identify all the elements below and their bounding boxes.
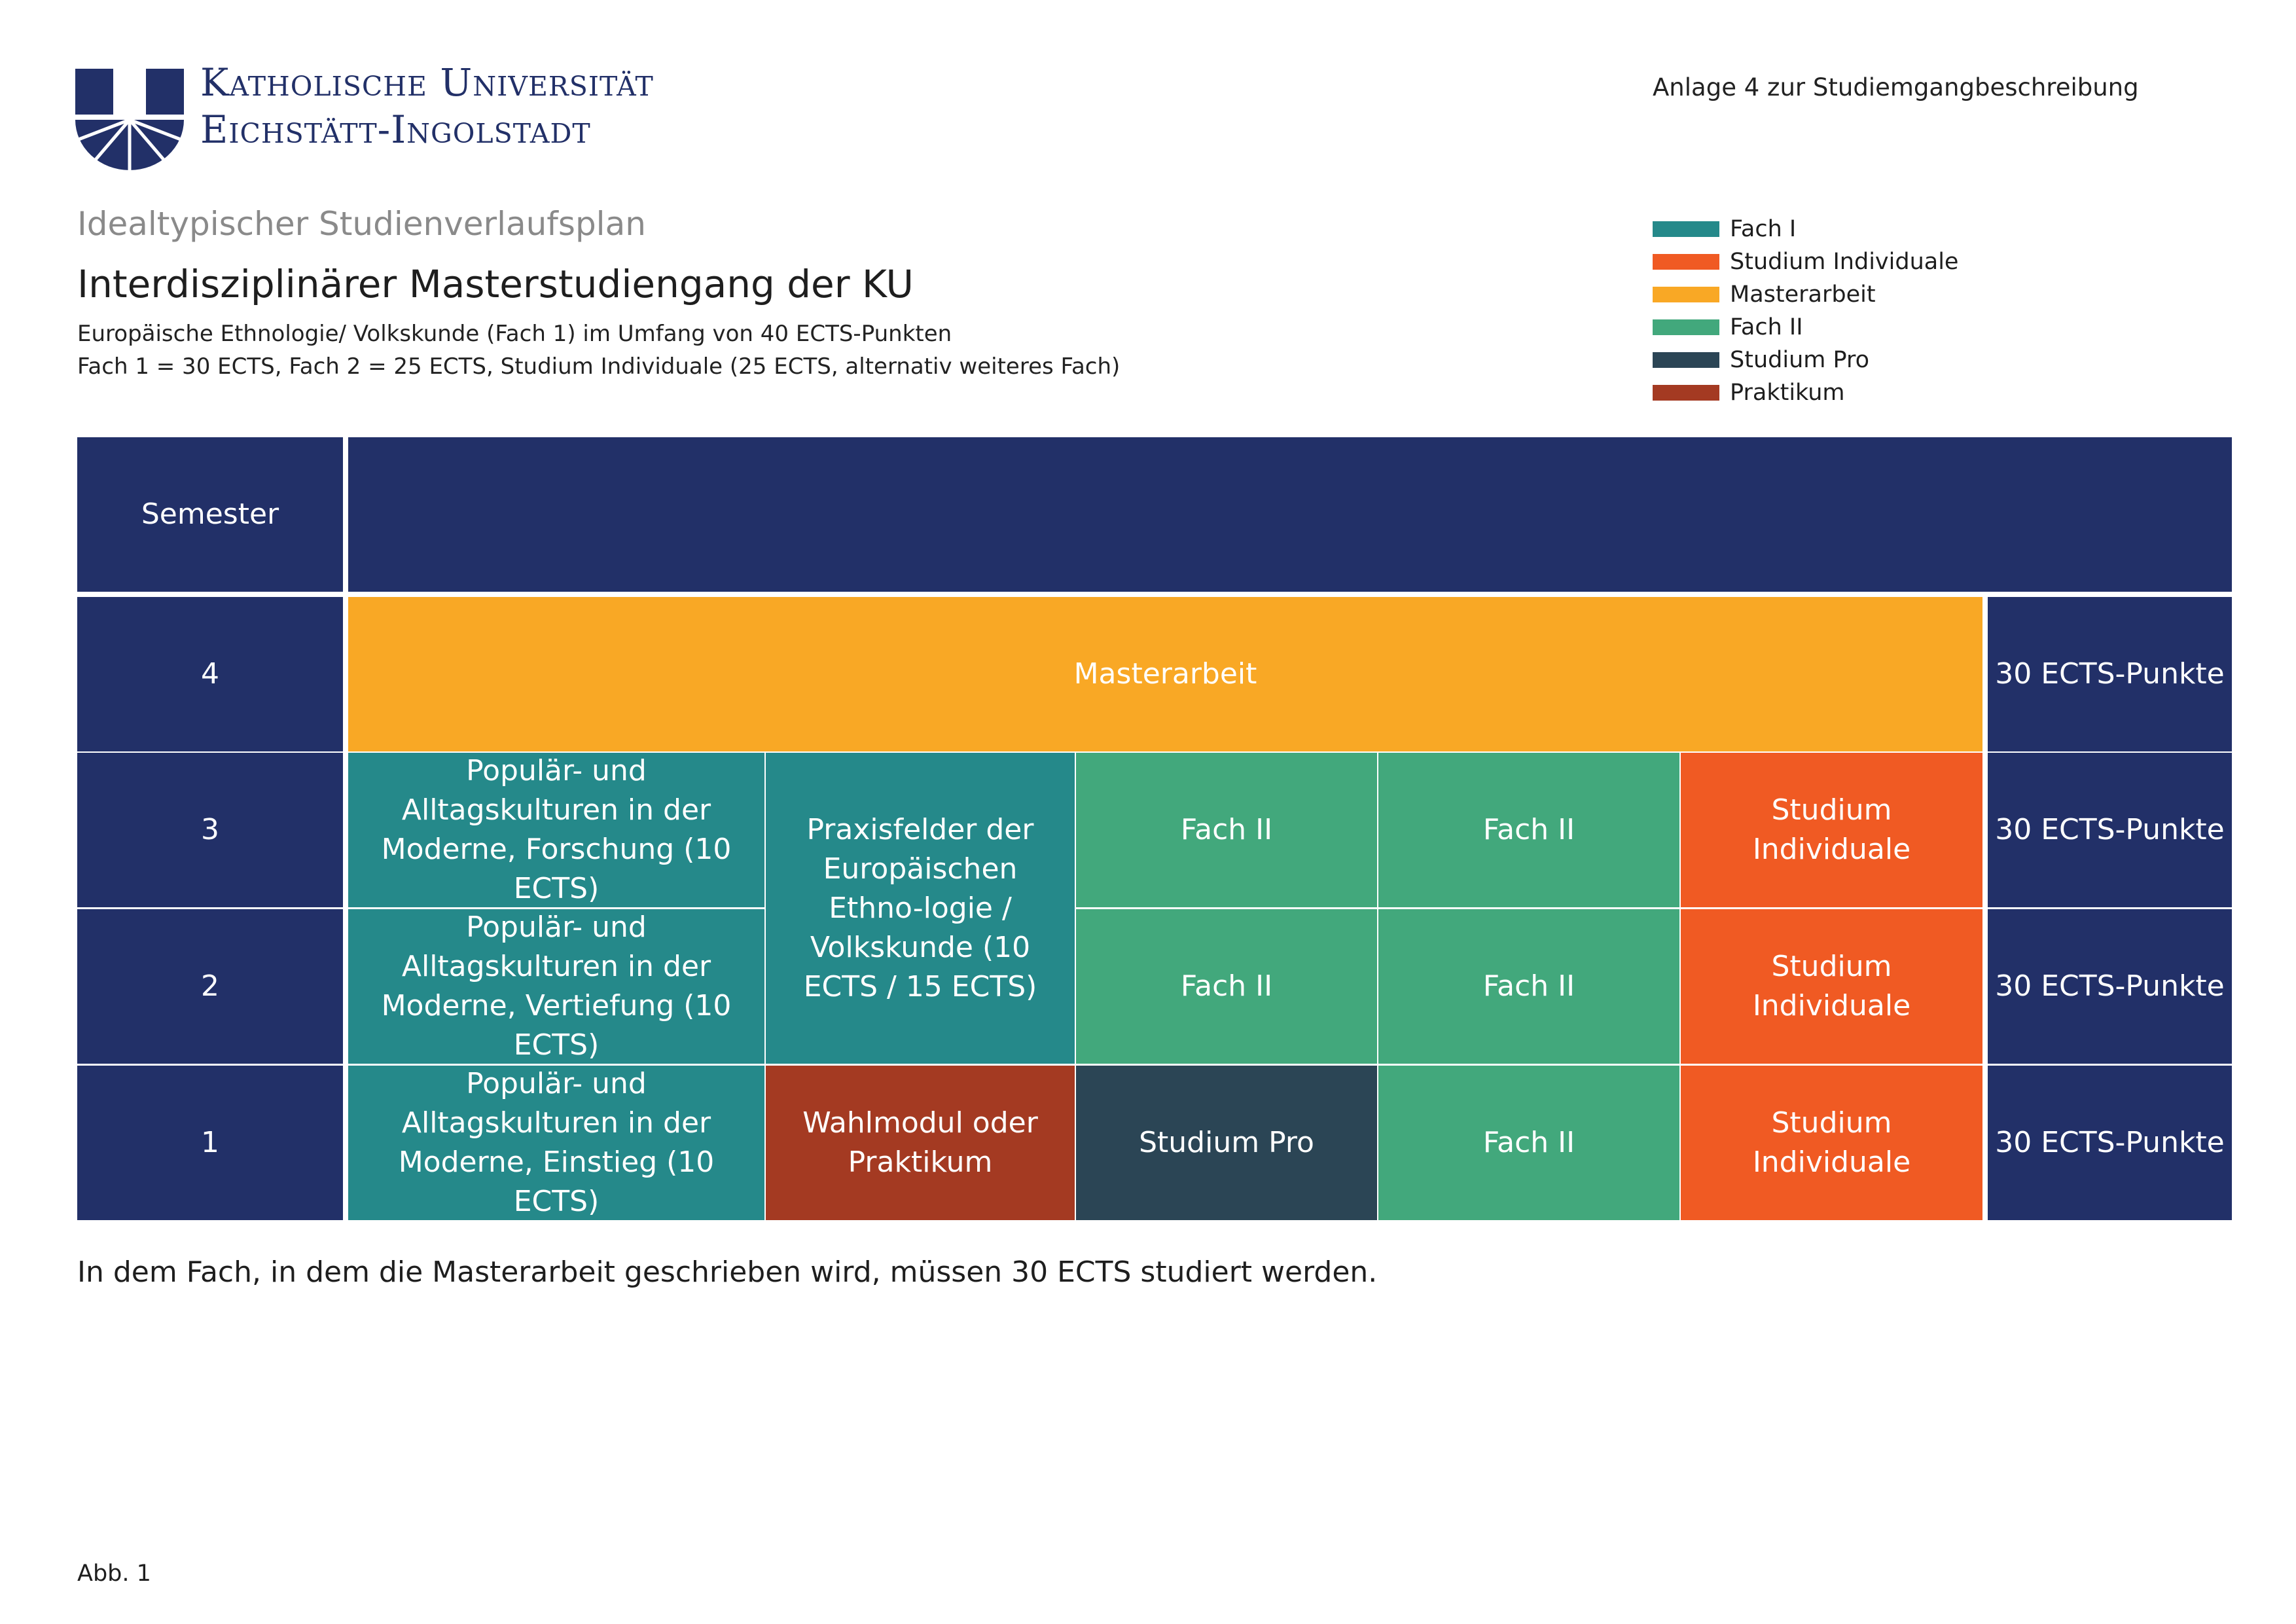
semester-label-3: 3	[77, 753, 343, 907]
legend-item-studium-individuale	[1653, 245, 1958, 278]
document-title: Interdisziplinärer Masterstudiengang der KU	[77, 262, 914, 306]
masterarbeit-block: Masterarbeit	[348, 597, 1982, 751]
university-name-line1: Katholische Universität	[200, 60, 654, 105]
fach1-semester2-module: Populär- und Alltagskulturen in der Moderne, Vertiefung (10 ECTS)	[348, 909, 764, 1064]
ects-semester3: 30 ECTS-Punkte	[1988, 753, 2232, 907]
legend-swatch	[1653, 319, 1719, 335]
fach2-semester2-a: Fach II	[1076, 909, 1377, 1064]
legend-label: Fach II	[1730, 314, 1803, 340]
fach2-semester3-a: Fach II	[1076, 753, 1377, 907]
legend-item-studium-pro	[1653, 344, 1958, 376]
legend-swatch	[1653, 352, 1719, 368]
legend-swatch	[1653, 287, 1719, 302]
semester-header: Semester	[77, 437, 343, 592]
fach2-semester2-b: Fach II	[1378, 909, 1679, 1064]
program-description-line1: Europäische Ethnologie/ Volkskunde (Fach 1) im Umfang von 40 ECTS-Punkten	[77, 321, 952, 347]
legend-label: Praktikum	[1730, 380, 1845, 406]
semester-label-1: 1	[77, 1066, 343, 1220]
legend-item-fach2	[1653, 311, 1958, 344]
fach2-semester3-b: Fach II	[1378, 753, 1679, 907]
legend-item-fach1	[1653, 213, 1958, 245]
studium-pro-module: Studium Pro	[1076, 1066, 1377, 1220]
ects-semester4: 30 ECTS-Punkte	[1988, 597, 2232, 751]
legend-label: Studium Individuale	[1730, 249, 1959, 275]
university-logo	[75, 69, 184, 170]
legend-item-masterarbeit	[1653, 278, 1958, 311]
figure-label: Abb. 1	[77, 1561, 151, 1587]
color-legend	[1653, 213, 1958, 409]
legend-swatch	[1653, 221, 1719, 237]
footnote: In dem Fach, in dem die Masterarbeit geschrieben wird, müssen 30 ECTS studiert werden.	[77, 1255, 1378, 1289]
legend-label: Studium Pro	[1730, 347, 1869, 373]
fach2-semester1-b: Fach II	[1378, 1066, 1679, 1220]
legend-label: Fach I	[1730, 216, 1797, 242]
legend-label: Masterarbeit	[1730, 281, 1876, 308]
wahlmodul-praktikum-module: Wahlmodul oder Praktikum	[766, 1066, 1075, 1220]
program-description-line2: Fach 1 = 30 ECTS, Fach 2 = 25 ECTS, Studium Individuale (25 ECTS, alternativ weiteres Fach)	[77, 353, 1121, 380]
semester-label-4: 4	[77, 597, 343, 751]
semester-label-2: 2	[77, 909, 343, 1064]
attachment-note: Anlage 4 zur Studiemgangbeschreibung	[1653, 73, 2139, 101]
university-name	[200, 59, 654, 153]
fach1-semester1-module: Populär- und Alltagskulturen in der Moderne, Einstieg (10 ECTS)	[348, 1066, 764, 1220]
studium-individuale-semester1: Studium Individuale	[1681, 1066, 1982, 1220]
legend-swatch	[1653, 254, 1719, 270]
legend-item-praktikum	[1653, 376, 1958, 409]
ects-semester1: 30 ECTS-Punkte	[1988, 1066, 2232, 1220]
studium-individuale-semester3: Studium Individuale	[1681, 753, 1982, 907]
praxisfelder-module: Praxisfelder der Europäischen Ethno-logie / Volkskunde (10 ECTS / 15 ECTS)	[766, 753, 1075, 1064]
ects-semester2: 30 ECTS-Punkte	[1988, 909, 2232, 1064]
table-header-bar	[348, 437, 2232, 592]
legend-swatch	[1653, 385, 1719, 401]
studium-individuale-semester2: Studium Individuale	[1681, 909, 1982, 1064]
fach1-semester3-module: Populär- und Alltagskulturen in der Moderne, Forschung (10 ECTS)	[348, 753, 764, 907]
document-subtitle: Idealtypischer Studienverlaufsplan	[77, 205, 646, 243]
university-name-line2: Eichstätt-Ingolstadt	[200, 107, 591, 152]
